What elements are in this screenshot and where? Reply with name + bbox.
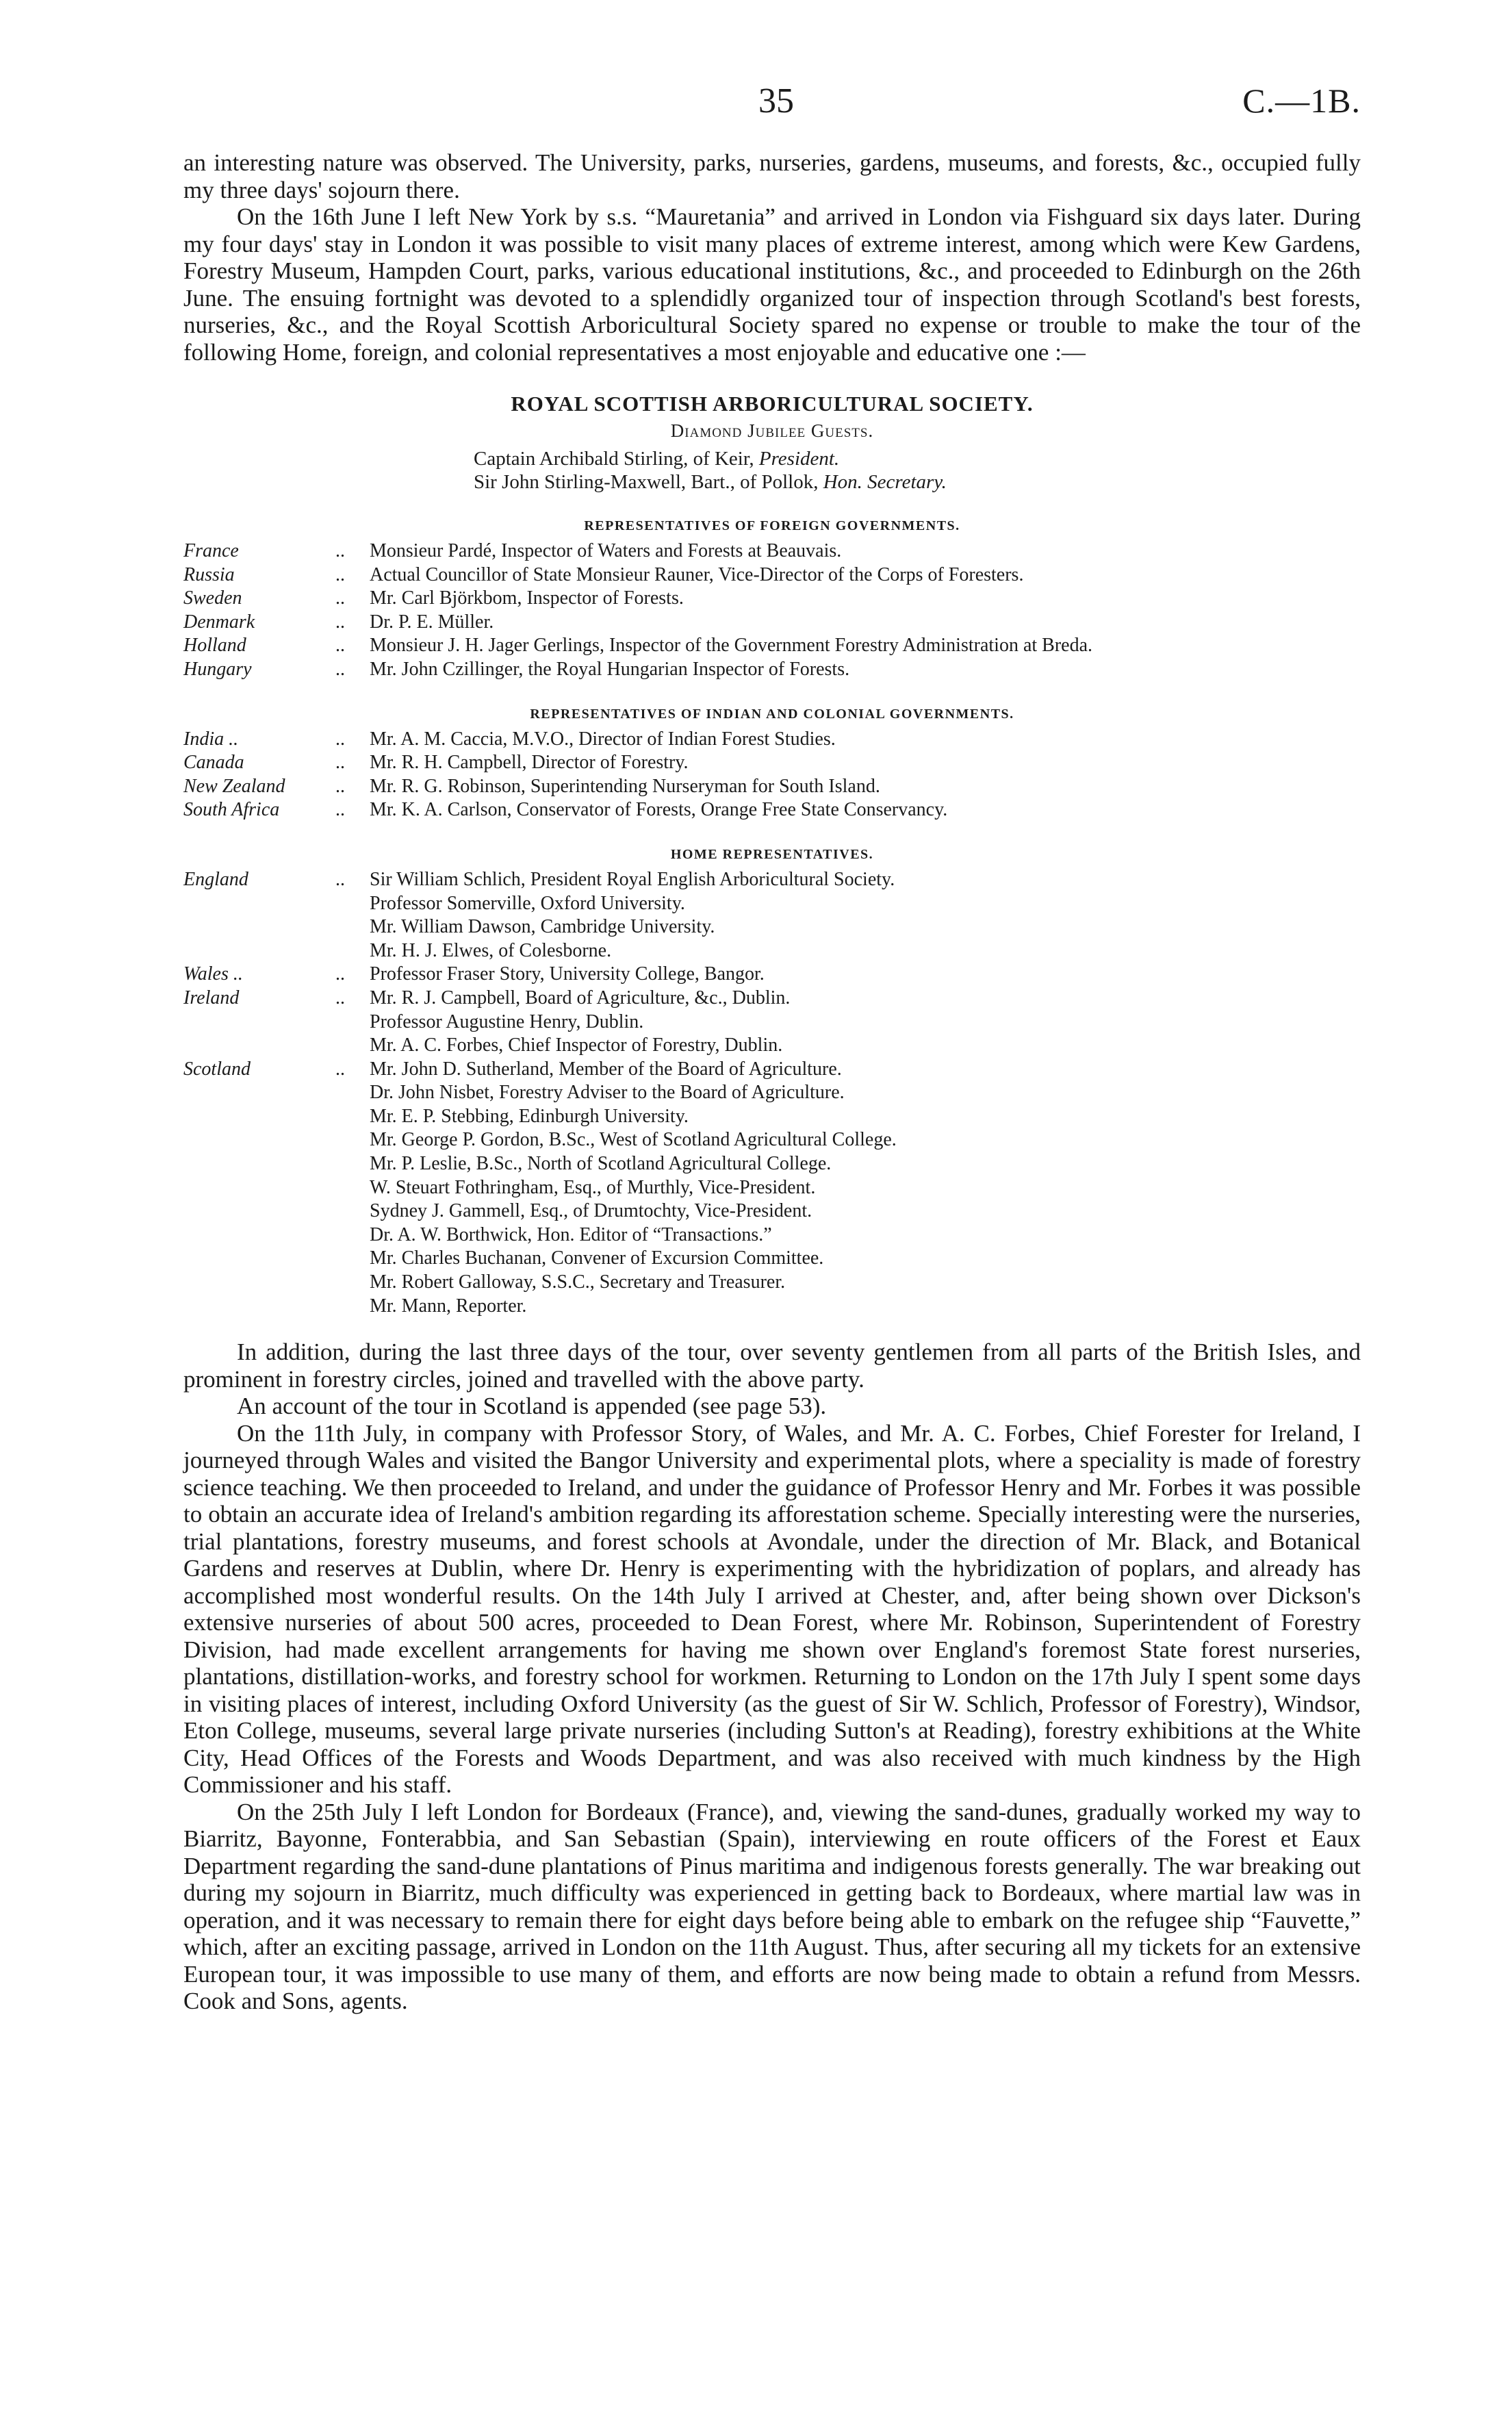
leader-dots: .. bbox=[335, 752, 345, 774]
representative-row bbox=[183, 728, 1361, 752]
guests-heading: Diamond Jubilee Guests. bbox=[670, 420, 874, 441]
country-label: India .. bbox=[183, 728, 239, 750]
representative-names bbox=[370, 563, 1361, 587]
country-label: Denmark bbox=[183, 611, 255, 633]
country-label: England bbox=[183, 868, 248, 890]
representative-names bbox=[370, 1058, 1361, 1319]
leader-dots: .. bbox=[335, 563, 345, 585]
representative-name: Mr. A. C. Forbes, Chief Inspector of Forestry, Dublin. bbox=[370, 1035, 783, 1056]
representative-row bbox=[183, 798, 1361, 822]
country-label: Ireland bbox=[183, 987, 240, 1009]
representative-names bbox=[370, 611, 1361, 635]
narrative-paragraph: In addition, during the last three days of the tour, over seventy gentlemen from all parts of the British Isles, and prominent in forestry circles, joined and travelled with the above party. bbox=[183, 1339, 1361, 1393]
representative-name: Monsieur J. H. Jager Gerlings, Inspector of the Government Forestry Administration at Breda. bbox=[370, 635, 1093, 657]
narrative bbox=[183, 1339, 1361, 2015]
narrative-paragraph: On the 11th July, in company with Professor Story, of Wales, and Mr. A. C. Forbes, Chief Forester for Ireland, I journeyed through Wales and visited the Bangor University and experimental plots, where a speciality is made of forestry science teaching. We then proceeded to Ireland, and under the guidance of Professor Henry and Mr. Forbes it was possible to obtain an accurate idea of Ireland's ambition regarding its afforestation scheme. Specially interesting were the nurseries, trial plantations, forestry museums, and forest schools at Avondale, under the direction of Mr. Black, and Botanical Gardens and reserves at Dublin, where Dr. Henry is experimenting with the hybridization of poplars, and already has accomplished most wonderful results. On the 14th July I arrived at Chester, and, after being shown over Dickson's extensive nurseries of about 500 acres, proceeded to Dean Forest, where Mr. Robinson, Superintendent of Forestry Division, had made excellent arrangements for having me shown over England's foremost State forest nurseries, plantations, distillation-works, and forestry school for workmen. Returning to London on the 17th July I spent some days in visiting places of interest, including Oxford University (as the guest of Sir W. Schlich, Professor of Forestry), Windsor, Eton College, museums, several large private nurseries (including Sutton's at Reading), forestry exhibitions at the White City, Head Offices of the Forests and Woods Department, and was also received with much kindness by the High Commissioner and his staff. bbox=[183, 1419, 1361, 1799]
representative-name: W. Steuart Fothringham, Esq., of Murthly, Vice-President. bbox=[370, 1176, 816, 1198]
representative-names bbox=[370, 963, 1361, 987]
representative-name: Sydney J. Gammell, Esq., of Drumtochty, Vice-President. bbox=[370, 1200, 812, 1222]
representative-row bbox=[183, 563, 1361, 587]
society-officers bbox=[474, 447, 1361, 494]
country-label: Scotland bbox=[183, 1058, 251, 1080]
representative-name: Monsieur Pardé, Inspector of Waters and Forests at Beauvais. bbox=[370, 540, 842, 561]
society-title: ROYAL SCOTTISH ARBORICULTURAL SOCIETY. bbox=[511, 392, 1034, 416]
secretary-line: Sir John Stirling-Maxwell, Bart., of Pollok, Hon. Secretary. bbox=[474, 471, 947, 493]
representative-row bbox=[183, 611, 1361, 635]
representative-names bbox=[370, 987, 1361, 1058]
leader-dots: .. bbox=[335, 775, 345, 797]
representative-names bbox=[370, 634, 1361, 658]
leader-dots: .. bbox=[335, 635, 345, 657]
representative-row bbox=[183, 634, 1361, 658]
representative-name: Dr. A. W. Borthwick, Hon. Editor of “Transactions.” bbox=[370, 1223, 772, 1245]
intro-paragraph-2: On the 16th June I left New York by s.s. “Mauretania” and arrived in London via Fishguard six days later. During my four days' stay in London it was possible to visit many places of extreme interest, among which were Kew Gardens, Forestry Museum, Hampden Court, parks, various educational institutions, &c., and proceeded to Edinburgh on the 26th June. The ensuing fortnight was devoted to a splendidly organized tour of inspection through Scotland's best forests, nurseries, &c., and the Royal Scottish Arboricultural Society spared no expense or trouble to make the tour of the following Home, foreign, and colonial representatives a most enjoyable and educative one :— bbox=[183, 203, 1361, 366]
representative-row bbox=[183, 751, 1361, 775]
representative-row bbox=[183, 1058, 1361, 1319]
representative-name: Sir William Schlich, President Royal English Arboricultural Society. bbox=[370, 868, 895, 890]
representatives-list bbox=[183, 518, 1361, 1318]
leader-dots: .. bbox=[335, 1058, 345, 1080]
leader-dots: .. bbox=[335, 587, 345, 609]
country-label: Wales .. bbox=[183, 963, 243, 985]
section-heading: REPRESENTATIVES OF FOREIGN GOVERNMENTS. bbox=[584, 518, 960, 533]
representative-names bbox=[370, 658, 1361, 682]
representative-name: Mr. Robert Galloway, S.S.C., Secretary and Treasurer. bbox=[370, 1271, 786, 1293]
representative-name: Mr. R. J. Campbell, Board of Agriculture, &c., Dublin. bbox=[370, 987, 791, 1009]
country-label: Holland bbox=[183, 635, 246, 657]
representative-name: Dr. P. E. Müller. bbox=[370, 611, 494, 633]
leader-dots: .. bbox=[335, 868, 345, 890]
representative-row bbox=[183, 775, 1361, 799]
representative-name: Professor Fraser Story, University College, Bangor. bbox=[370, 963, 765, 985]
representative-name: Mr. Mann, Reporter. bbox=[370, 1295, 527, 1317]
representative-row bbox=[183, 868, 1361, 963]
representative-row bbox=[183, 540, 1361, 563]
representative-row bbox=[183, 587, 1361, 611]
document-page bbox=[183, 81, 1361, 2015]
representative-name: Professor Somerville, Oxford University. bbox=[370, 892, 685, 914]
narrative-paragraph: An account of the tour in Scotland is appended (see page 53). bbox=[237, 1393, 827, 1420]
country-label: France bbox=[183, 540, 239, 561]
intro-paragraph-1: an interesting nature was observed. The University, parks, nurseries, gardens, museums, and forests, &c., occupied fully my three days' sojourn there. bbox=[183, 149, 1361, 203]
representative-names bbox=[370, 540, 1361, 563]
representative-name: Mr. John Czillinger, the Royal Hungarian Inspector of Forests. bbox=[370, 658, 850, 680]
leader-dots: .. bbox=[335, 987, 345, 1009]
page-number: 35 bbox=[758, 81, 794, 120]
representative-name: Mr. A. M. Caccia, M.V.O., Director of Indian Forest Studies. bbox=[370, 728, 836, 750]
leader-dots: .. bbox=[335, 963, 345, 985]
section-heading: REPRESENTATIVES OF INDIAN AND COLONIAL GOVERNMENTS. bbox=[530, 706, 1014, 722]
representative-name: Mr. William Dawson, Cambridge University. bbox=[370, 916, 715, 938]
country-label: Hungary bbox=[183, 658, 252, 680]
representative-names bbox=[370, 868, 1361, 963]
page-header bbox=[183, 81, 1361, 149]
president-line: Captain Archibald Stirling, of Keir, President. bbox=[474, 448, 840, 470]
country-label: Russia bbox=[183, 563, 235, 585]
leader-dots: .. bbox=[335, 799, 345, 821]
leader-dots: .. bbox=[335, 728, 345, 750]
representative-name: Mr. R. H. Campbell, Director of Forestry. bbox=[370, 752, 689, 774]
country-label: Sweden bbox=[183, 587, 242, 609]
representative-name: Actual Councillor of State Monsieur Rauner, Vice-Director of the Corps of Foresters. bbox=[370, 563, 1024, 585]
representative-name: Mr. George P. Gordon, B.Sc., West of Scotland Agricultural College. bbox=[370, 1129, 897, 1151]
representative-name: Mr. R. G. Robinson, Superintending Nurseryman for South Island. bbox=[370, 775, 880, 797]
representative-name: Professor Augustine Henry, Dublin. bbox=[370, 1011, 644, 1032]
representative-name: Mr. Charles Buchanan, Convener of Excursion Committee. bbox=[370, 1247, 824, 1269]
representative-names bbox=[370, 798, 1361, 822]
representative-names bbox=[370, 775, 1361, 799]
country-label: South Africa bbox=[183, 799, 280, 821]
representative-row bbox=[183, 987, 1361, 1058]
leader-dots: .. bbox=[335, 540, 345, 561]
narrative-paragraph: On the 25th July I left London for Bordeaux (France), and, viewing the sand-dunes, gradually worked my way to Biarritz, Bayonne, Fonterabbia, and San Sebastian (Spain), interviewing en route officers of the Forest et Eaux Department regarding the sand-dune plantations of Pinus maritima and indigenous forests generally. The war breaking out during my sojourn in Biarritz, much difficulty was experienced in getting back to Bordeaux, where martial law was in operation, and it was necessary to remain there for eight days before being able to embark on the refugee ship “Fauvette,” which, after an exciting passage, arrived in London on the 11th August. Thus, after securing all my tickets for an extensive European tour, it was impossible to use many of them, and efforts are now being made to obtain a refund from Messrs. Cook and Sons, agents. bbox=[183, 1798, 1361, 2015]
representative-name: Mr. Carl Björkbom, Inspector of Forests. bbox=[370, 587, 684, 609]
section-heading: HOME REPRESENTATIVES. bbox=[670, 846, 874, 862]
representative-name: Mr. P. Leslie, B.Sc., North of Scotland Agricultural College. bbox=[370, 1153, 832, 1175]
representative-name: Mr. John D. Sutherland, Member of the Board of Agriculture. bbox=[370, 1058, 842, 1080]
country-label: Canada bbox=[183, 752, 244, 774]
representative-row bbox=[183, 658, 1361, 682]
leader-dots: .. bbox=[335, 611, 345, 633]
country-label: New Zealand bbox=[183, 775, 285, 797]
representative-row bbox=[183, 963, 1361, 987]
representative-name: Mr. E. P. Stebbing, Edinburgh University. bbox=[370, 1105, 689, 1127]
representative-name: Mr. K. A. Carlson, Conservator of Forests, Orange Free State Conservancy. bbox=[370, 799, 948, 821]
representative-name: Mr. H. J. Elwes, of Colesborne. bbox=[370, 939, 612, 961]
representative-names bbox=[370, 728, 1361, 752]
document-reference: C.—1B. bbox=[1242, 81, 1361, 120]
representative-names bbox=[370, 751, 1361, 775]
representative-name: Dr. John Nisbet, Forestry Adviser to the Board of Agriculture. bbox=[370, 1082, 845, 1104]
leader-dots: .. bbox=[335, 658, 345, 680]
representative-names bbox=[370, 587, 1361, 611]
